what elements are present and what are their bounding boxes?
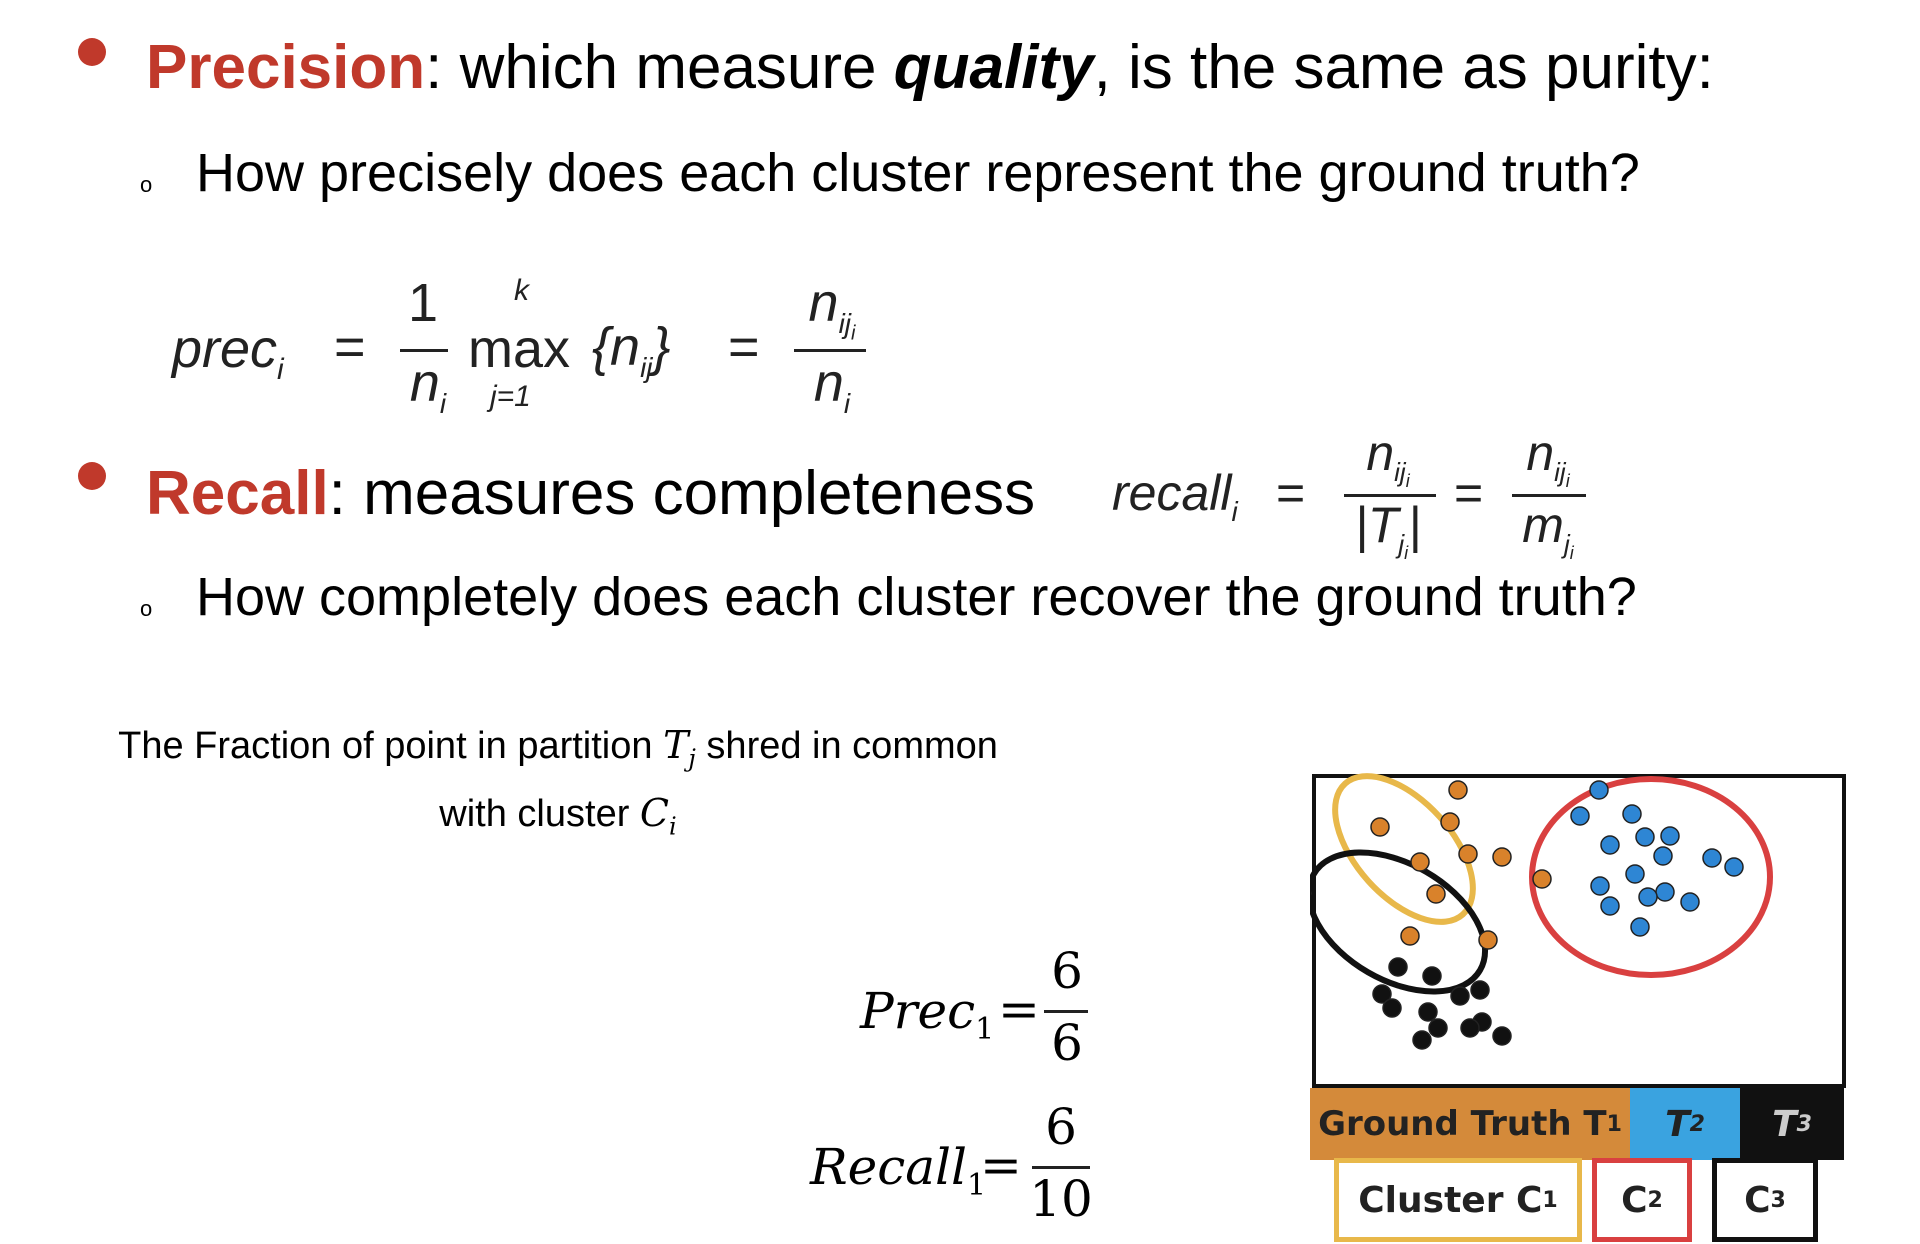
precision-subtext: How precisely does each cluster represent the ground truth?: [196, 143, 1640, 203]
example-recall-num: 6: [1045, 1098, 1077, 1156]
blue-data-point: [1661, 827, 1679, 845]
fraction-note: [28, 718, 1088, 853]
blue-data-point: [1636, 828, 1654, 846]
black-data-point: [1383, 999, 1401, 1017]
precision-sub-bullet-icon: o: [140, 172, 153, 197]
recall-frac1-den: $|T_{j_i}|$: [1354, 497, 1422, 564]
prec-max: max: [468, 319, 571, 379]
fraction-note-line1: The Fraction of point in partition $T_j$ shred in common: [118, 723, 998, 773]
example-prec-num: 6: [1051, 942, 1083, 1000]
recall-text: : measures completeness: [328, 459, 1036, 528]
example-recall-eq: =: [980, 1136, 1022, 1194]
recall-lhs: recall$_i$: [1112, 465, 1238, 527]
recall-eq-2: =: [1454, 465, 1484, 521]
example-prec-label: Prec$_1$: [860, 982, 995, 1047]
blue-data-point: [1601, 836, 1619, 854]
precision-formula: [172, 273, 892, 422]
prec-frac2-den: $n_i$: [813, 353, 851, 419]
blue-data-point: [1681, 893, 1699, 911]
prec-max-bottom: j=1: [490, 380, 531, 413]
blue-data-point: [1601, 897, 1619, 915]
black-data-point: [1413, 1031, 1431, 1049]
precision-bullet-dot: [78, 38, 106, 66]
legend-t2: T 2: [1630, 1088, 1740, 1160]
orange-data-point: [1479, 931, 1497, 949]
recall-heading: [146, 458, 1035, 529]
legend-c3: C 3: [1712, 1158, 1818, 1242]
example-prec-bar: [1044, 1010, 1088, 1013]
precision-heading: [146, 32, 1714, 103]
recall-eq-1: =: [1276, 465, 1306, 521]
black-data-point: [1461, 1019, 1479, 1037]
prec-frac-one-num: 1: [407, 273, 439, 333]
black-data-point: [1419, 1003, 1437, 1021]
blue-data-point: [1656, 883, 1674, 901]
legend-c2: C 2: [1592, 1158, 1692, 1242]
precision-emphasis: quality: [893, 33, 1094, 102]
recall-frac1-num: $n_{ij_i}$: [1366, 425, 1410, 492]
blue-data-point: [1654, 847, 1672, 865]
orange-data-point: [1533, 870, 1551, 888]
example-recall-label: Recall$_1$: [810, 1138, 987, 1203]
example-precision: [860, 942, 1120, 1076]
recall-sub-bullet-icon: o: [140, 596, 153, 621]
legend-cluster-c1: Cluster C 1: [1334, 1158, 1582, 1242]
example-recall-bar: [1032, 1166, 1090, 1169]
precision-term: Precision: [146, 33, 426, 102]
black-data-point: [1471, 981, 1489, 999]
prec-set: $\{n_{ij}\}$: [592, 317, 671, 383]
blue-data-point: [1590, 781, 1608, 799]
prec-frac2-num: $n_{ij_i}$: [808, 273, 856, 345]
example-recall: [810, 1098, 1130, 1232]
blue-data-point: [1623, 805, 1641, 823]
blue-data-point: [1725, 858, 1743, 876]
recall-term: Recall: [146, 459, 329, 528]
orange-data-point: [1411, 853, 1429, 871]
precision-text-after: , is the same as purity:: [1093, 33, 1714, 102]
legend-ground-truth-t1: Ground Truth T 1: [1310, 1088, 1630, 1160]
prec-lhs: prec$_i$: [172, 319, 284, 386]
orange-data-point: [1493, 848, 1511, 866]
example-prec-eq: =: [998, 980, 1040, 1038]
orange-data-point: [1441, 813, 1459, 831]
example-recall-den: 10: [1029, 1170, 1093, 1228]
orange-data-point: [1427, 885, 1445, 903]
precision-text-before: : which measure: [425, 33, 894, 102]
recall-frac2-num: $n_{ij_i}$: [1526, 425, 1570, 492]
recall-bullet-dot: [78, 462, 106, 490]
cluster-diagram: [1310, 772, 1850, 1092]
black-data-point: [1451, 987, 1469, 1005]
blue-data-point: [1626, 865, 1644, 883]
fraction-note-line2: with cluster $C_i$: [439, 790, 677, 841]
recall-subtext: How completely does each cluster recover the ground truth?: [196, 567, 1637, 627]
orange-data-point: [1371, 818, 1389, 836]
blue-data-point: [1703, 849, 1721, 867]
prec-max-top: k: [514, 274, 529, 307]
black-data-point: [1389, 958, 1407, 976]
example-prec-den: 6: [1051, 1014, 1083, 1072]
black-data-point: [1493, 1027, 1511, 1045]
orange-data-point: [1459, 845, 1477, 863]
prec-eq-2: =: [728, 317, 760, 377]
orange-data-point: [1401, 927, 1419, 945]
black-data-point: [1423, 967, 1441, 985]
orange-data-point: [1449, 781, 1467, 799]
blue-data-point: [1571, 807, 1589, 825]
prec-frac-one-den: $n_i$: [409, 353, 447, 419]
black-data-point: [1429, 1019, 1447, 1037]
recall-formula: [1112, 425, 1592, 564]
blue-data-point: [1639, 888, 1657, 906]
prec-eq-1: =: [334, 317, 366, 377]
legend-t3: T 3: [1740, 1088, 1844, 1160]
recall-frac2-den: $m_{j_i}$: [1522, 497, 1574, 564]
blue-data-point: [1631, 918, 1649, 936]
blue-data-point: [1591, 877, 1609, 895]
